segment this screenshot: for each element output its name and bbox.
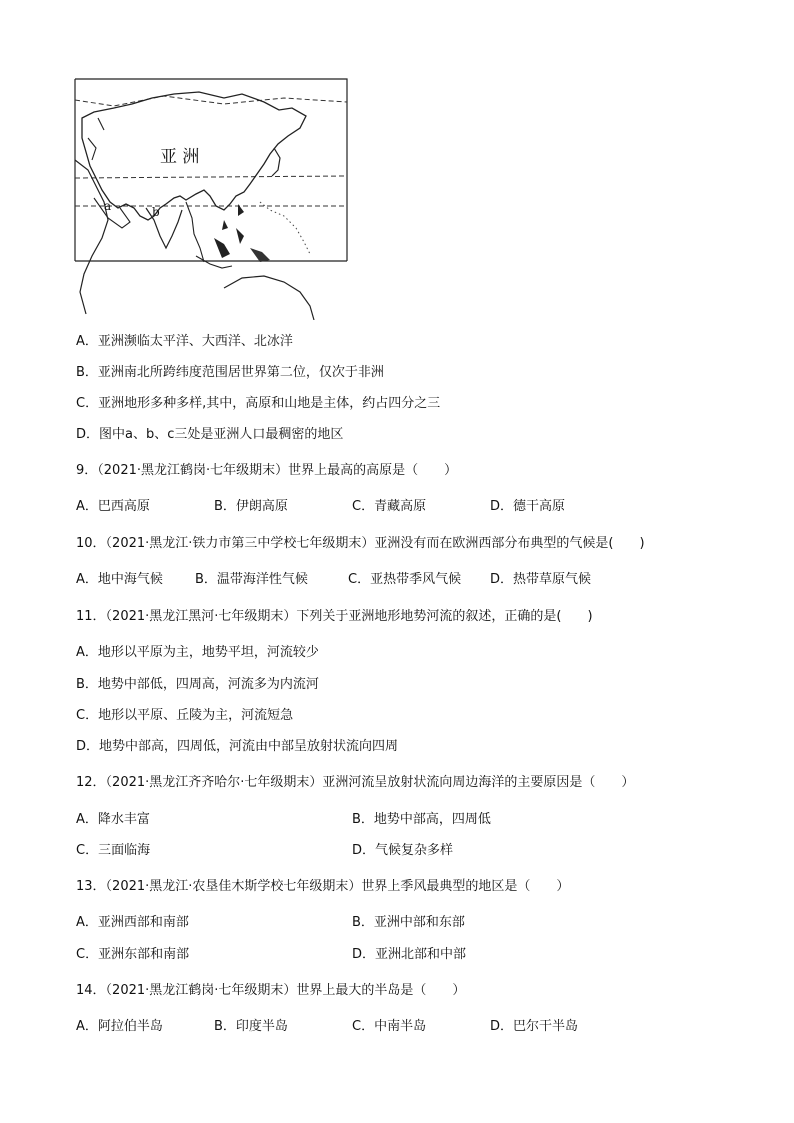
q12-option-d: D．气候复杂多样 bbox=[352, 843, 454, 858]
map-mark-b: b bbox=[152, 205, 160, 219]
q14-option-d: D．巴尔干半岛 bbox=[490, 1019, 579, 1034]
q9-option-d: D．德干高原 bbox=[490, 499, 566, 514]
q13-option-a: A．亚洲西部和南部 bbox=[76, 915, 189, 930]
map-mark-a: a bbox=[104, 199, 112, 213]
q12-stem: 12．（2021·黑龙江齐齐哈尔·七年级期末）亚洲河流呈放射状流向周边海洋的主要原因是（ ） bbox=[76, 775, 635, 790]
q9-stem: 9．（2021·黑龙江鹤岗·七年级期末）世界上最高的高原是（ ） bbox=[76, 463, 458, 478]
q8-option-a: A．亚洲濒临太平洋、大西洋、北冰洋 bbox=[76, 334, 293, 349]
q9-option-a: A．巴西高原 bbox=[76, 499, 150, 514]
q13-option-d: D．亚洲北部和中部 bbox=[352, 947, 467, 962]
q11-option-a: A．地形以平原为主，地势平坦，河流较少 bbox=[76, 645, 319, 660]
q13-stem: 13．（2021·黑龙江·农垦佳木斯学校七年级期末）世界上季风最典型的地区是（ ） bbox=[76, 879, 570, 894]
q12-option-b: B．地势中部高，四周低 bbox=[352, 812, 491, 827]
q8-option-d: D．图中a、b、c三处是亚洲人口最稠密的地区 bbox=[76, 427, 344, 442]
q9-option-c: C．青藏高原 bbox=[352, 499, 427, 514]
q14-option-a: A．阿拉伯半岛 bbox=[76, 1019, 163, 1034]
q12-option-c: C．三面临海 bbox=[76, 843, 151, 858]
q11-option-b: B．地势中部低，四周高，河流多为内流河 bbox=[76, 677, 319, 692]
q11-option-d: D．地势中部高，四周低，河流由中部呈放射状流向四周 bbox=[76, 739, 399, 754]
q11-stem: 11．（2021·黑龙江黑河·七年级期末）下列关于亚洲地形地势河流的叙述，正确的是( ) bbox=[76, 609, 593, 624]
asia-map-figure bbox=[74, 78, 348, 320]
q13-option-c: C．亚洲东部和南部 bbox=[76, 947, 190, 962]
q8-option-c: C．亚洲地形多种多样,其中，高原和山地是主体，约占四分之三 bbox=[76, 396, 441, 411]
q12-option-a: A．降水丰富 bbox=[76, 812, 150, 827]
q11-option-c: C．地形以平原、丘陵为主，河流短急 bbox=[76, 708, 294, 723]
q14-stem: 14．（2021·黑龙江鹤岗·七年级期末）世界上最大的半岛是（ ） bbox=[76, 983, 466, 998]
q9-option-b: B．伊朗高原 bbox=[214, 499, 288, 514]
q10-option-a: A．地中海气候 bbox=[76, 572, 163, 587]
q10-option-c: C．亚热带季风气候 bbox=[348, 572, 462, 587]
q13-option-b: B．亚洲中部和东部 bbox=[352, 915, 465, 930]
q10-option-d: D．热带草原气候 bbox=[490, 572, 592, 587]
q8-option-b: B．亚洲南北所跨纬度范围居世界第二位，仅次于非洲 bbox=[76, 365, 384, 380]
q14-option-c: C．中南半岛 bbox=[352, 1019, 427, 1034]
map-label-asia: 亚 洲 bbox=[160, 147, 200, 167]
q14-option-b: B．印度半岛 bbox=[214, 1019, 288, 1034]
q10-stem: 10．（2021·黑龙江·铁力市第三中学校七年级期末）亚洲没有而在欧洲西部分布典型的气候是( ) bbox=[76, 536, 645, 551]
q10-option-b: B．温带海洋性气候 bbox=[195, 572, 308, 587]
